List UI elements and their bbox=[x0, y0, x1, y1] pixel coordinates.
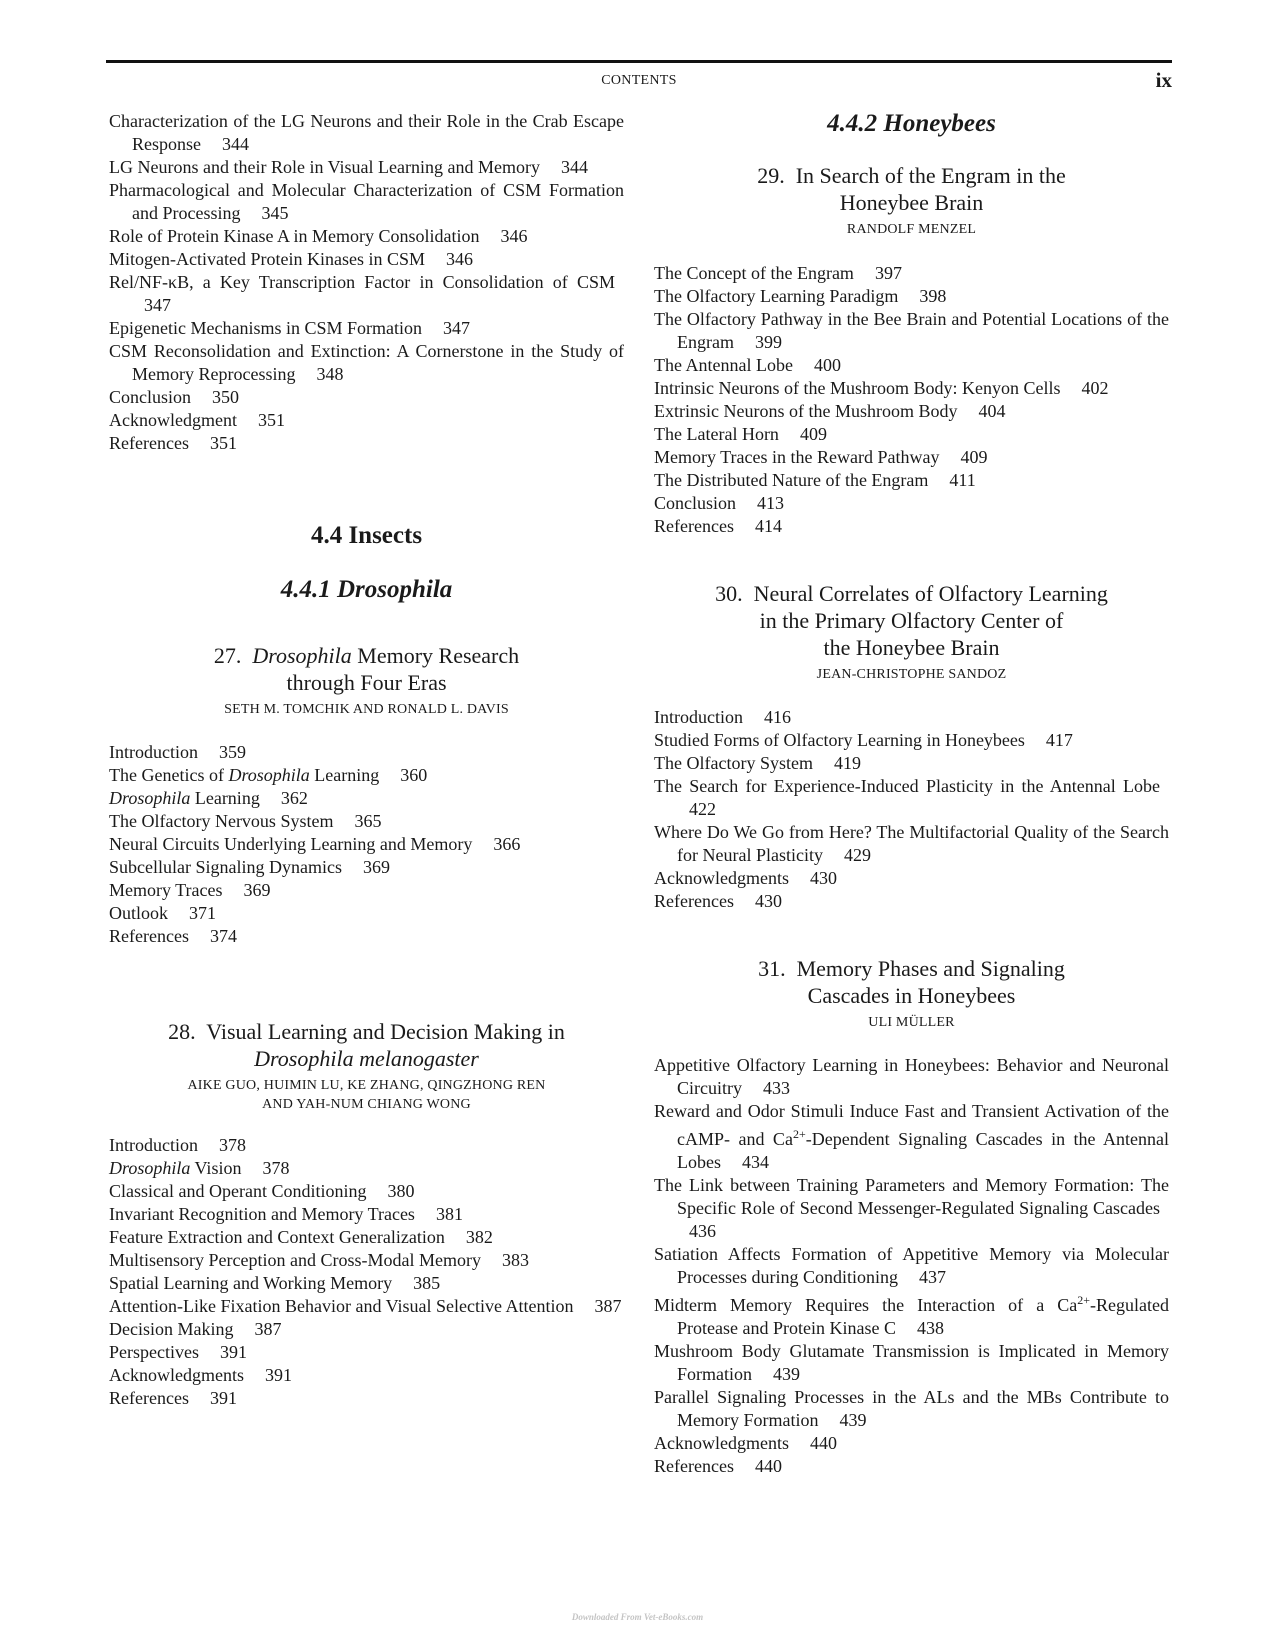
toc-entry bbox=[654, 1289, 1169, 1340]
toc-entry-title-part: -Dependent Signaling Cascades in the Antennal Lobes bbox=[677, 1129, 1169, 1172]
toc-entry-title: Decision Making bbox=[109, 1319, 234, 1339]
toc-entry-title: Invariant Recognition and Memory Traces bbox=[109, 1204, 415, 1224]
toc-entry-title: Attention-Like Fixation Behavior and Visual Selective Attention bbox=[109, 1296, 574, 1316]
toc-entry-page: 397 bbox=[874, 263, 902, 283]
toc-entry-title-italic: Drosophila bbox=[109, 1158, 191, 1178]
toc-entry-page: 347 bbox=[442, 318, 470, 338]
toc-entry-title: Feature Extraction and Context Generalization bbox=[109, 1227, 445, 1247]
toc-entry-page: 413 bbox=[757, 493, 785, 513]
toc-entry bbox=[109, 317, 624, 340]
toc-entry-title: Rel/NF-κB, a Key Transcription Factor in Consolidation of CSM bbox=[109, 272, 615, 292]
toc-entry bbox=[654, 867, 1169, 890]
toc-entry-title: Conclusion bbox=[109, 387, 192, 407]
toc-entry bbox=[654, 706, 1169, 729]
chapter-29-title: 29. In Search of the Engram in the Honeybee Brain bbox=[757, 163, 1066, 215]
chapter-27-heading bbox=[109, 642, 624, 719]
toc-entry-title: Multisensory Perception and Cross-Modal Memory bbox=[109, 1250, 481, 1270]
toc-entry-page: 409 bbox=[799, 424, 827, 444]
toc-entry-title: Acknowledgment bbox=[109, 410, 237, 430]
toc-entry-title: The Antennal Lobe bbox=[654, 355, 793, 375]
toc-entry-title: The Search for Experience-Induced Plasticity in the Antennal Lobe bbox=[654, 776, 1160, 796]
right-column bbox=[654, 110, 1169, 1478]
toc-entry-page: 436 bbox=[689, 1221, 716, 1241]
chapter-29-toc-list bbox=[654, 262, 1169, 538]
toc-entry-title: LG Neurons and their Role in Visual Learning and Memory bbox=[109, 157, 540, 177]
chapter-30-heading bbox=[654, 580, 1169, 684]
toc-entry bbox=[109, 409, 624, 432]
toc-entry bbox=[654, 1455, 1169, 1478]
header-rule bbox=[106, 60, 1172, 63]
toc-entry-title-part: Learning bbox=[190, 788, 260, 808]
toc-entry bbox=[109, 386, 624, 409]
toc-entry-title-part: Reward and Odor Stimuli Induce Fast and Transient Activation of the cAMP- and Ca bbox=[654, 1101, 1169, 1149]
toc-entry-page: 398 bbox=[919, 286, 947, 306]
toc-entry-title: Introduction bbox=[109, 742, 198, 762]
toc-entry-page: 391 bbox=[209, 1388, 237, 1408]
toc-entry-title: Mushroom Body Glutamate Transmission is Implicated in Memory Formation bbox=[654, 1341, 1169, 1384]
toc-entry-page: 351 bbox=[209, 433, 237, 453]
toc-entry-title: The Olfactory Pathway in the Bee Brain and Potential Locations of the Engram bbox=[654, 309, 1169, 352]
toc-entry-page: 391 bbox=[219, 1342, 247, 1362]
toc-entry bbox=[654, 285, 1169, 308]
chapter-31-toc-list bbox=[654, 1054, 1169, 1478]
toc-entry bbox=[109, 741, 624, 764]
page-number: ix bbox=[1155, 68, 1172, 92]
chapter-28-toc-list bbox=[109, 1134, 624, 1410]
toc-entry-page: 402 bbox=[1081, 378, 1109, 398]
toc-entry-page: 429 bbox=[843, 845, 871, 865]
toc-entry-page: 345 bbox=[261, 203, 289, 223]
toc-entry-title: Acknowledgments bbox=[654, 868, 789, 888]
toc-entry bbox=[654, 1386, 1169, 1432]
toc-entry-page: 381 bbox=[435, 1204, 463, 1224]
toc-entry-title-part: The Genetics of bbox=[109, 765, 229, 785]
chapter-31-authors: ULI MÜLLER bbox=[868, 1015, 955, 1030]
toc-entry bbox=[109, 156, 624, 179]
toc-entry-page: 387 bbox=[594, 1296, 622, 1316]
toc-entry bbox=[109, 787, 624, 810]
toc-entry bbox=[109, 1295, 624, 1318]
chapter-30-title: 30. Neural Correlates of Olfactory Learning in the Primary Olfactory Center of the Honeybee Brain bbox=[715, 581, 1108, 660]
toc-entry bbox=[654, 354, 1169, 377]
toc-entry bbox=[109, 1180, 624, 1203]
toc-entry-page: 439 bbox=[839, 1410, 867, 1430]
toc-entry bbox=[654, 262, 1169, 285]
toc-entry bbox=[109, 879, 624, 902]
toc-entry-title: Memory Traces bbox=[109, 880, 223, 900]
chapter-27-authors: SETH M. TOMCHIK AND RONALD L. DAVIS bbox=[224, 702, 509, 717]
toc-entry-page: 391 bbox=[264, 1365, 292, 1385]
section-heading-insects: 4.4 Insects bbox=[310, 522, 423, 549]
toc-entry-title: The Olfactory System bbox=[654, 753, 813, 773]
toc-entry bbox=[109, 271, 624, 317]
toc-entry-title: The Distributed Nature of the Engram bbox=[654, 470, 929, 490]
chapter-30-authors: JEAN-CHRISTOPHE SANDOZ bbox=[816, 667, 1007, 682]
toc-entry-page: 416 bbox=[763, 707, 791, 727]
toc-entry-title: Parallel Signaling Processes in the ALs and the MBs Contribute to Memory Formation bbox=[654, 1387, 1169, 1430]
toc-entry-page: 404 bbox=[978, 401, 1006, 421]
toc-entry-title: Perspectives bbox=[109, 1342, 199, 1362]
toc-entry bbox=[109, 1157, 624, 1180]
toc-entry bbox=[654, 492, 1169, 515]
toc-entry-title-part: Learning bbox=[309, 765, 380, 785]
toc-entry-title: Extrinsic Neurons of the Mushroom Body bbox=[654, 401, 958, 421]
toc-entry bbox=[109, 1387, 624, 1410]
toc-entry bbox=[109, 225, 624, 248]
toc-entry-title: Subcellular Signaling Dynamics bbox=[109, 857, 342, 877]
toc-entry-page: 414 bbox=[754, 516, 782, 536]
toc-entry bbox=[109, 764, 624, 787]
toc-entry-page: 439 bbox=[773, 1364, 800, 1384]
toc-entry-title: CSM Reconsolidation and Extinction: A Cornerstone in the Study of Memory Reprocessing bbox=[109, 341, 624, 384]
toc-entry bbox=[109, 340, 624, 386]
toc-entry-title: Memory Traces in the Reward Pathway bbox=[654, 447, 940, 467]
toc-entry-page: 344 bbox=[561, 157, 588, 177]
toc-entry bbox=[654, 515, 1169, 538]
toc-entry-page: 346 bbox=[500, 226, 528, 246]
toc-entry-page: 383 bbox=[501, 1250, 529, 1270]
toc-entry-title-italic: Drosophila bbox=[109, 788, 191, 808]
toc-entry bbox=[654, 890, 1169, 913]
toc-entry-page: 346 bbox=[445, 249, 473, 269]
toc-entry-page: 387 bbox=[254, 1319, 282, 1339]
chapter-28-authors: AIKE GUO, HUIMIN LU, KE ZHANG, QINGZHONG REN AND YAH-NUM CHIANG WONG bbox=[187, 1078, 546, 1112]
toc-entry bbox=[654, 400, 1169, 423]
toc-entry-page: 350 bbox=[212, 387, 240, 407]
toc-entry-title-part: Midterm Memory Requires the Interaction of a Ca bbox=[654, 1295, 1078, 1315]
toc-entry-title-part: Vision bbox=[190, 1158, 242, 1178]
toc-entry-title: Epigenetic Mechanisms in CSM Formation bbox=[109, 318, 422, 338]
toc-entry-title: Classical and Operant Conditioning bbox=[109, 1181, 367, 1201]
toc-entry bbox=[654, 1340, 1169, 1386]
toc-entry-title: Acknowledgments bbox=[109, 1365, 244, 1385]
toc-entry-title: Appetitive Olfactory Learning in Honeybees: Behavior and Neuronal Circuitry bbox=[654, 1055, 1169, 1098]
toc-entry-page: 385 bbox=[413, 1273, 441, 1293]
toc-entry-page: 369 bbox=[243, 880, 271, 900]
toc-entry-page: 344 bbox=[222, 134, 249, 154]
toc-entry-title: Where Do We Go from Here? The Multifactorial Quality of the Search for Neural Plasticity bbox=[654, 822, 1169, 865]
chapter-28-title: 28. Visual Learning and Decision Making in Drosophila melanogaster bbox=[168, 1019, 565, 1071]
toc-entry-title: The Olfactory Nervous System bbox=[109, 811, 334, 831]
toc-entry bbox=[654, 1100, 1169, 1174]
toc-entry-title: Satiation Affects Formation of Appetitive Memory via Molecular Processes during Conditioning bbox=[654, 1244, 1169, 1287]
toc-entry-page: 409 bbox=[960, 447, 988, 467]
toc-entry bbox=[654, 1432, 1169, 1455]
toc-entry bbox=[109, 179, 624, 225]
toc-entry-page: 374 bbox=[209, 926, 237, 946]
toc-entry bbox=[109, 856, 624, 879]
toc-entry bbox=[109, 925, 624, 948]
toc-entry-title: The Olfactory Learning Paradigm bbox=[654, 286, 899, 306]
toc-entry-page: 430 bbox=[809, 868, 837, 888]
toc-entry bbox=[654, 1174, 1169, 1243]
toc-entry-page: 400 bbox=[813, 355, 841, 375]
continued-toc-list bbox=[109, 110, 624, 455]
toc-entry-title: References bbox=[654, 516, 734, 536]
toc-entry-title-part: -Regulated Protease and Protein Kinase C bbox=[677, 1295, 1169, 1338]
chapter-29-heading bbox=[654, 162, 1169, 239]
toc-entry bbox=[109, 1134, 624, 1157]
toc-entry bbox=[654, 377, 1169, 400]
toc-entry-title: The Concept of the Engram bbox=[654, 263, 854, 283]
toc-entry-title: The Lateral Horn bbox=[654, 424, 779, 444]
toc-entry-page: 411 bbox=[949, 470, 976, 490]
toc-entry-title: Intrinsic Neurons of the Mushroom Body: Kenyon Cells bbox=[654, 378, 1061, 398]
toc-entry-page: 434 bbox=[742, 1152, 769, 1172]
toc-entry bbox=[109, 902, 624, 925]
toc-entry bbox=[654, 446, 1169, 469]
toc-entry-page: 438 bbox=[916, 1318, 944, 1338]
chapter-28-heading bbox=[109, 1018, 624, 1114]
toc-entry bbox=[109, 1364, 624, 1387]
toc-entry-title: References bbox=[654, 891, 734, 911]
toc-entry-title: Outlook bbox=[109, 903, 169, 923]
chapter-29-authors: RANDOLF MENZEL bbox=[846, 222, 977, 237]
toc-entry-title: Spatial Learning and Working Memory bbox=[109, 1273, 393, 1293]
toc-entry-page: 419 bbox=[833, 753, 861, 773]
toc-entry bbox=[109, 432, 624, 455]
toc-entry bbox=[109, 1249, 624, 1272]
toc-entry bbox=[109, 248, 624, 271]
toc-entry bbox=[109, 810, 624, 833]
toc-entry bbox=[654, 752, 1169, 775]
toc-entry-page: 369 bbox=[362, 857, 390, 877]
toc-entry-page: 417 bbox=[1045, 730, 1073, 750]
toc-entry bbox=[109, 110, 624, 156]
toc-entry bbox=[109, 1341, 624, 1364]
toc-entry-page: 399 bbox=[754, 332, 782, 352]
toc-entry-page: 440 bbox=[809, 1433, 837, 1453]
toc-entry bbox=[654, 423, 1169, 446]
toc-entry-superscript: 2+ bbox=[792, 1127, 806, 1141]
toc-entry bbox=[109, 833, 624, 856]
toc-entry-page: 437 bbox=[919, 1267, 946, 1287]
toc-entry bbox=[109, 1203, 624, 1226]
toc-entry bbox=[109, 1318, 624, 1341]
toc-entry-page: 371 bbox=[189, 903, 217, 923]
toc-entry bbox=[654, 775, 1169, 821]
toc-entry-title: References bbox=[654, 1456, 734, 1476]
toc-entry bbox=[109, 1226, 624, 1249]
toc-entry-page: 440 bbox=[754, 1456, 782, 1476]
toc-entry-page: 382 bbox=[465, 1227, 493, 1247]
toc-entry bbox=[654, 469, 1169, 492]
toc-entry bbox=[654, 1243, 1169, 1289]
toc-entry-page: 422 bbox=[689, 799, 716, 819]
toc-entry-page: 366 bbox=[493, 834, 521, 854]
toc-entry-title: Introduction bbox=[654, 707, 743, 727]
toc-entry bbox=[654, 821, 1169, 867]
toc-entry-page: 360 bbox=[400, 765, 428, 785]
toc-entry-title: Acknowledgments bbox=[654, 1433, 789, 1453]
toc-entry-title: References bbox=[109, 433, 189, 453]
toc-entry-title: Pharmacological and Molecular Characterization of CSM Formation and Processing bbox=[109, 180, 624, 223]
toc-entry-superscript: 2+ bbox=[1077, 1293, 1091, 1307]
toc-entry-title: Studied Forms of Olfactory Learning in Honeybees bbox=[654, 730, 1025, 750]
toc-entry bbox=[654, 1054, 1169, 1100]
toc-entry-page: 359 bbox=[218, 742, 246, 762]
toc-entry-title: Neural Circuits Underlying Learning and Memory bbox=[109, 834, 473, 854]
chapter-31-title: 31. Memory Phases and Signaling Cascades in Honeybees bbox=[758, 956, 1065, 1008]
chapter-27-toc-list bbox=[109, 741, 624, 948]
toc-entry-page: 430 bbox=[754, 891, 782, 911]
toc-entry-title: Role of Protein Kinase A in Memory Consolidation bbox=[109, 226, 480, 246]
toc-entry-title: The Link between Training Parameters and Memory Formation: The Specific Role of Second Messenger-Regulated Signaling Cascades bbox=[654, 1175, 1169, 1218]
running-head: CONTENTS bbox=[601, 73, 677, 88]
subsection-heading-honeybees: 4.4.2 Honeybees bbox=[827, 110, 996, 137]
toc-entry-page: 362 bbox=[280, 788, 308, 808]
toc-entry bbox=[654, 308, 1169, 354]
toc-entry-title: Mitogen-Activated Protein Kinases in CSM bbox=[109, 249, 425, 269]
toc-entry-page: 378 bbox=[262, 1158, 290, 1178]
download-watermark: Downloaded From Vet-eBooks.com bbox=[571, 1612, 704, 1622]
toc-entry-page: 380 bbox=[387, 1181, 415, 1201]
chapter-27-title: 27. Drosophila Memory Research through Four Eras bbox=[213, 643, 520, 695]
toc-entry-title: Introduction bbox=[109, 1135, 198, 1155]
toc-entry-page: 378 bbox=[218, 1135, 246, 1155]
chapter-31-heading bbox=[654, 955, 1169, 1032]
toc-entry-title: References bbox=[109, 926, 189, 946]
toc-entry-title: Conclusion bbox=[654, 493, 737, 513]
toc-entry-title: Characterization of the LG Neurons and their Role in the Crab Escape Response bbox=[109, 111, 624, 154]
toc-entry-page: 348 bbox=[316, 364, 344, 384]
toc-entry-title: References bbox=[109, 1388, 189, 1408]
toc-entry bbox=[654, 729, 1169, 752]
toc-entry bbox=[109, 1272, 624, 1295]
left-column bbox=[109, 110, 624, 1410]
toc-entry-page: 347 bbox=[144, 295, 171, 315]
chapter-30-toc-list bbox=[654, 706, 1169, 913]
subsection-heading-drosophila: 4.4.1 Drosophila bbox=[280, 576, 453, 603]
toc-entry-title-italic: Drosophila bbox=[228, 765, 310, 785]
toc-entry-page: 351 bbox=[257, 410, 285, 430]
toc-entry-page: 365 bbox=[354, 811, 382, 831]
toc-entry-page: 433 bbox=[763, 1078, 790, 1098]
